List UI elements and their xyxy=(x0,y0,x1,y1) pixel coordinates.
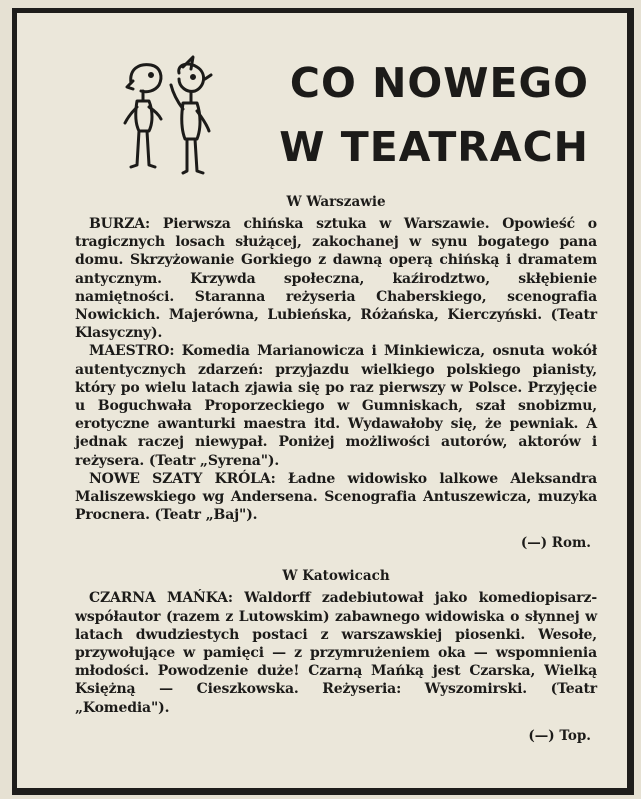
article-frame xyxy=(12,8,634,795)
section-heading: W Warszawie xyxy=(286,194,386,210)
review-entry xyxy=(75,342,597,469)
article-body xyxy=(75,193,597,746)
play-title: MAESTRO: xyxy=(89,343,175,360)
play-title: NOWE SZATY KRÓLA: xyxy=(89,470,276,487)
title-line-1: CO NOWEGO xyxy=(289,59,589,107)
article-header xyxy=(17,13,627,191)
play-title: CZARNA MAŃKA: xyxy=(89,590,233,607)
review-text: Ładne widowisko lalkowe Aleksandra Maliszewskiego wg Andersena. Scenografia Antuszewicza, muzyka Procnera. (Teatr „Baj"). xyxy=(75,470,598,524)
review-text: Komedia Marianowicza i Minkiewicza, osnuta wokół autentycznych zdarzeń: przyjazdu wielkiego polskiego pianisty, który po wielu latach zjawia się po raz pierwszy w Polsce. Przyjęcie u Boguchwała Proporzeckiego w Gumniskach, szał snobizmu, erotyczne awanturki maestra itd. Wydawałoby się, że pewniak. A jednak raczej niewypał. Poniżej możliwości autorów, aktorów i reżysera. (Teatr „Syrena"). xyxy=(75,343,597,469)
review-entry xyxy=(75,589,597,716)
section-heading: W Katowicach xyxy=(282,568,390,585)
author-signature: (—) Top. xyxy=(528,727,591,744)
review-entry xyxy=(75,470,597,525)
review-entry xyxy=(75,215,597,342)
section-warszawa xyxy=(75,193,597,553)
play-title: BURZA: xyxy=(89,216,151,232)
review-text: Pierwsza chińska sztuka w Warszawie. Opowieść o tragicznych losach służącej, zakochanej w synu bogatego pana domu. Skrzyżowanie Gorkiego z dawną operą chińską i dramatem antycznym. Krzywda społeczna, kaźirodztwo, skłębienie namiętności. Staranna reżyseria Chaberskiego, scenografia Nowickich. Majerówna, Lubieńska, Różańska, Kierczyński. (Teatr Klasyczny). xyxy=(75,216,597,342)
title-line-2: W TEATRACH xyxy=(279,123,589,171)
review-text: Waldorff zadebiutował jako komediopisarz-współautor (razem z Lutowskim) zabawnego widowiska o słynnej w latach dwudziestych postaci z warszawskiej piosenki. Wesołe, przywołujące w pamięci — z przymrużeniem oka — wspomnienia młodości. Powodzenie duże! Czarną Mańką jest Czarska, Wielką Księżną — Cieszkowska. Reżyseria: Wyszomirski. (Teatr „Komedia"). xyxy=(75,590,597,716)
article-title xyxy=(279,51,589,179)
section-katowice xyxy=(75,567,597,745)
theatre-figures-illustration xyxy=(121,53,217,179)
author-signature: (—) Rom. xyxy=(520,535,591,552)
